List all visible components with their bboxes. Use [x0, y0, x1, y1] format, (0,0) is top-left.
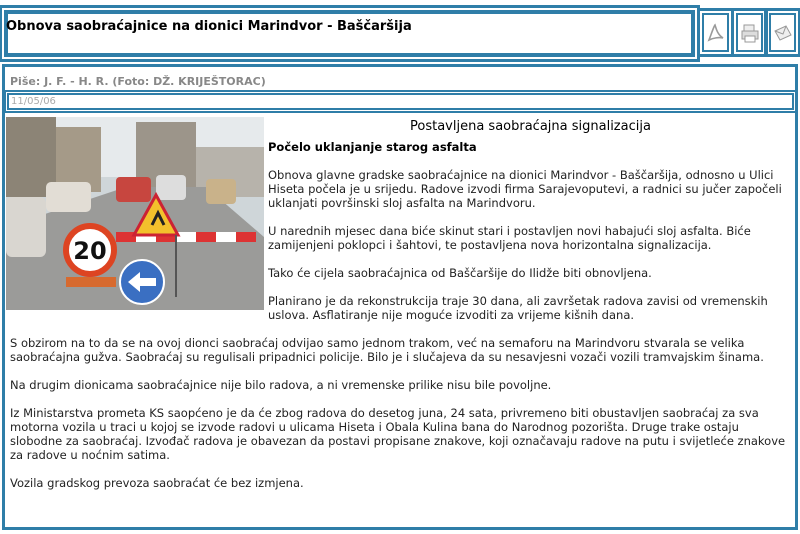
article-body [10, 140, 792, 504]
mail-icon [772, 22, 794, 44]
article-paragraph: Vozila gradskog prevoza saobraćat će bez izmjena. [10, 476, 304, 490]
page-title: Obnova saobraćajnice na dionici Marindvor - Baščaršija [6, 19, 412, 34]
article-paragraph: Tako će cijela saobraćajnica od Baščaršije do Ilidže biti obnovljena. [268, 266, 652, 280]
article-subhead: Počelo uklanjanje starog asfalta [268, 140, 477, 154]
print-icon [739, 22, 761, 44]
pdf-icon [705, 22, 727, 44]
article-paragraph: Obnova glavne gradske saobraćajnice na dionici Marindvor - Baščaršija, odnosno u Ulici Hiseta počela je u srijedu. Radove izvodi firma Sarajevoputevi, a radnici su jučer započeli uklanjati površinski sloj asfalta na Marindvoru. [268, 168, 782, 210]
email-button[interactable] [769, 13, 796, 52]
article-author: Piše: J. F. - H. R. (Foto: DŽ. KRIJEŠTORAC) [10, 75, 266, 88]
article-paragraph: S obzirom na to da se na ovoj dionci saobraćaj odvijao samo jednom trakom, već na semaforu na Marindvoru stvarala se velika saobraćajna gužva. Saobraćaj su regulisali pripadnici policije. Bilo je i slučajeva da su nesavjesni vozači vozili tramvajskim šinama. [10, 336, 764, 364]
speed-limit-sign: 20 [73, 237, 107, 265]
photo-spacer [10, 140, 268, 315]
photo-caption: Postavljena saobraćajna signalizacija [410, 119, 651, 134]
article-paragraph: Iz Ministarstva prometa KS saopćeno je da će zbog radova do desetog juna, 24 sata, privremeno biti obustavljen saobraćaj za sva motorna vozila u traci u kojoj se izvode radovi u ulicama Hiseta i Obala Kulina bana do Narodnog pozorišta. Druge trake ostaju slobodne za saobraćaj. Izvođač radova je obavezan da postavi propisane znakove, koji označavaju radove na putu i svijetleće znakove za radove u noćnim satima. [10, 406, 786, 462]
article-paragraph: Planirano je da rekonstrukcija traje 30 dana, ali završetak radova zavisi od vremenskih uslova. Asflatiranje nije moguće izvoditi za vrijeme kišnih dana. [268, 294, 768, 322]
pdf-button[interactable] [702, 13, 729, 52]
print-button[interactable] [736, 13, 763, 52]
article-date: 11/05/06 [7, 93, 794, 110]
article-paragraph: Na drugim dionicama saobraćajnice nije bilo radova, a ni vremenske prilike nisu bile povoljne. [10, 378, 552, 392]
article-paragraph: U narednih mjesec dana biće skinut stari i postavljen novi habajući sloj asfalta. Biće zamijenjeni poklopci i šahtovi, te postavljena nova horizontalna signalizacija. [268, 224, 751, 252]
